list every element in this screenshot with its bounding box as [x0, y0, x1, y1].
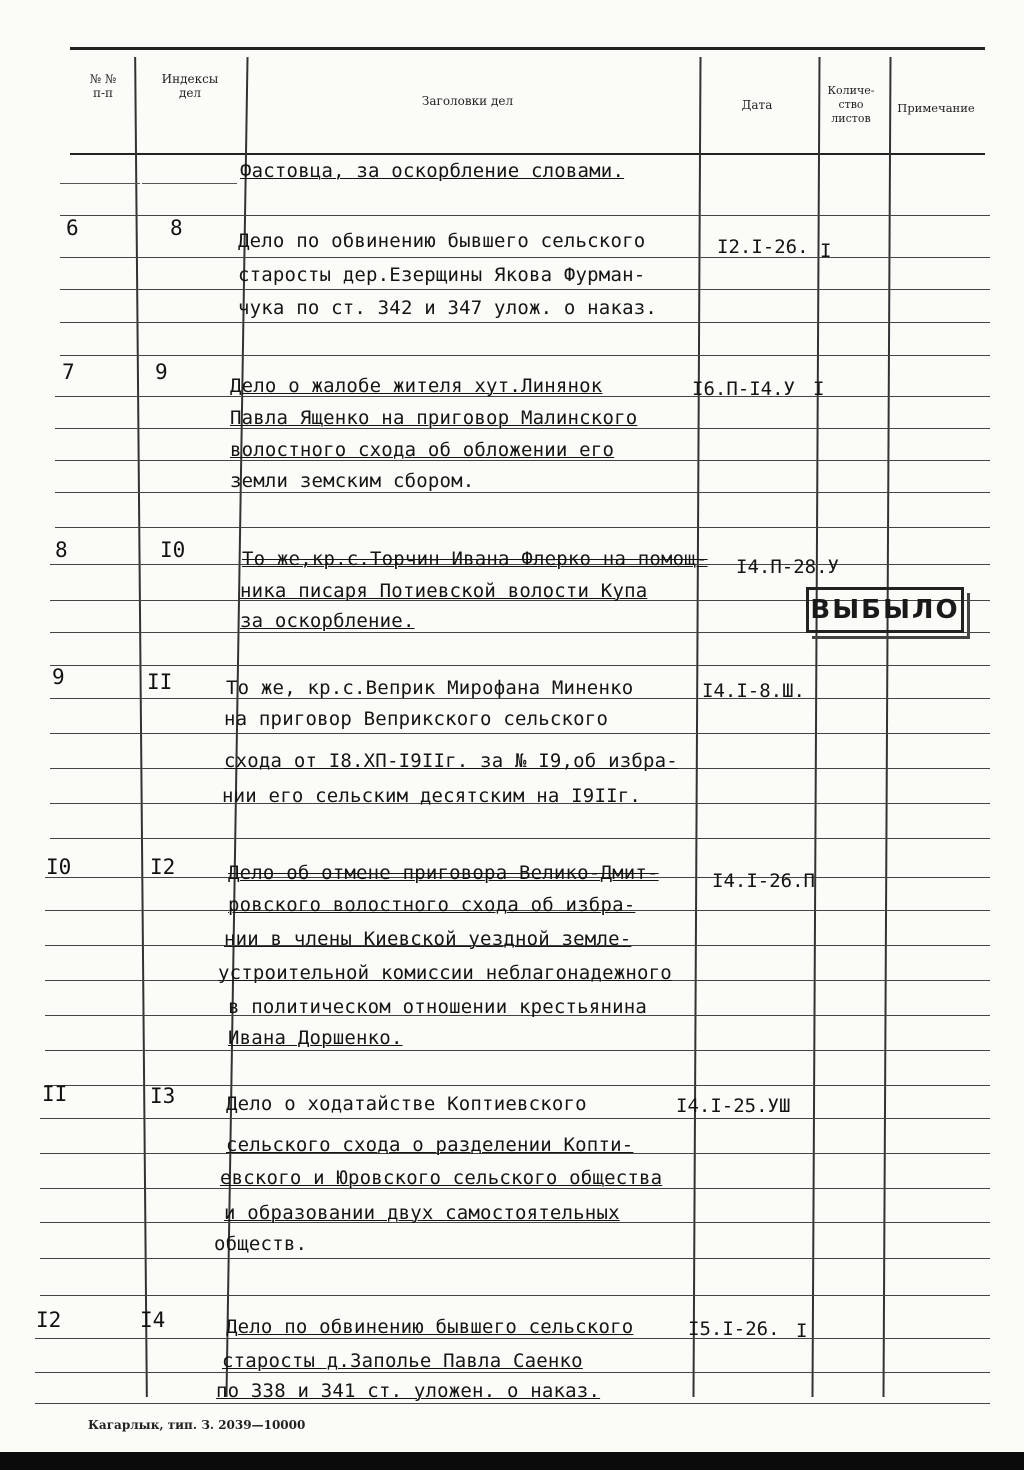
- case-date: I2.I-26.: [717, 236, 809, 258]
- case-title-line: за оскорбление.: [240, 610, 415, 632]
- header-num: № № п-п: [89, 72, 117, 100]
- ruled-line: [60, 355, 990, 356]
- case-title-line: устроительной комиссии неблагонадежного: [218, 962, 672, 984]
- case-date: I4.П-28.У: [736, 556, 839, 578]
- case-title-line: Дело о жалобе жителя хут.Линянок: [230, 375, 603, 397]
- header-index: Индексы дел: [161, 72, 219, 100]
- case-title-line: и образовании двух самостоятельных: [224, 1202, 620, 1224]
- case-title-line: на приговор Веприкского сельского: [224, 708, 609, 730]
- case-index: 9: [155, 360, 168, 384]
- vybylo-stamp: ВЫБЫЛО: [806, 587, 964, 633]
- case-title-line: волостного схода об обложении его: [230, 439, 615, 461]
- row-number: 9: [52, 665, 65, 689]
- ruled-line: [60, 257, 990, 258]
- ruled-line: [35, 1372, 990, 1373]
- row-number: 6: [66, 216, 79, 240]
- ruled-line: [60, 289, 990, 290]
- case-title-line: евского и Юровского сельского общества: [220, 1167, 663, 1189]
- case-title-line: Ивана Доршенко.: [228, 1027, 403, 1049]
- row-number: I0: [46, 855, 72, 879]
- ruled-line: [60, 183, 140, 184]
- ruled-line: [50, 838, 990, 839]
- case-title-line: Павла Ященко на приговор Малинского: [230, 407, 638, 429]
- sheet-count: I: [813, 378, 825, 400]
- ruled-line: [55, 492, 990, 493]
- column-divider: [692, 57, 701, 1397]
- case-title-line: нии в члены Киевской уездной земле-: [224, 928, 632, 950]
- case-title-line: ровского волостного схода об избра-: [228, 894, 636, 916]
- header-note: Примечание: [897, 101, 975, 115]
- case-index: I3: [150, 1084, 176, 1108]
- case-title-line: Дело об отмене приговора Велико-Дмит-: [228, 862, 659, 884]
- case-title-line: То же, кр.с.Веприк Мирофана Миненко: [226, 677, 634, 699]
- ruled-line: [60, 215, 990, 216]
- case-date: I4.I-25.УШ: [676, 1095, 791, 1117]
- case-title-line: нии его сельским десятским на I9IIг.: [222, 785, 642, 807]
- case-date: I6.П-I4.У: [692, 378, 795, 400]
- case-title-line: ника писаря Потиевской волости Купа: [240, 580, 648, 602]
- ruled-line: [50, 733, 990, 734]
- scan-edge: [0, 1452, 1024, 1470]
- case-title-line: старосты д.Заполье Павла Саенко: [222, 1350, 583, 1372]
- printer-imprint: Кагарлык, тип. З. 2039—10000: [88, 1418, 306, 1432]
- case-title-line: земли земским сбором.: [230, 470, 475, 492]
- case-title-line: чука по ст. 342 и 347 улож. о наказ.: [238, 297, 658, 319]
- ruled-line: [50, 665, 990, 666]
- case-title-line: Фастовца, за оскорбление словами.: [240, 160, 625, 182]
- ruled-line: [40, 1258, 990, 1259]
- ruled-line: [40, 1295, 990, 1296]
- case-index: I4: [140, 1308, 166, 1332]
- case-title-line: То же,кр.с.Торчин Ивана Флерко на помощ-: [242, 548, 708, 570]
- case-title-line: по 338 и 341 ст. уложен. о наказ.: [216, 1380, 601, 1402]
- row-number: 7: [62, 360, 75, 384]
- row-number: 8: [55, 538, 68, 562]
- case-title-line: Дело о ходатайстве Коптиевского: [226, 1093, 587, 1115]
- row-number: II: [42, 1082, 68, 1106]
- ruled-line: [45, 1085, 990, 1086]
- case-date: I4.I-8.Ш.: [702, 680, 805, 702]
- case-title-line: в политическом отношении крестьянина: [228, 996, 648, 1018]
- case-index: I2: [150, 855, 176, 879]
- ruled-line: [60, 322, 990, 323]
- case-title-line: сельского схода о разделении Копти-: [226, 1134, 634, 1156]
- ruled-line: [35, 1403, 990, 1404]
- header-date: Дата: [741, 98, 773, 112]
- case-title-line: Дело по обвинению бывшего сельского: [238, 230, 646, 252]
- case-title-line: старосты дер.Езерщины Якова Фурман-: [238, 264, 646, 286]
- case-index: 8: [170, 216, 183, 240]
- case-title-line: обществ.: [214, 1233, 308, 1255]
- column-divider: [134, 57, 147, 1397]
- column-divider: [882, 57, 891, 1397]
- column-divider: [811, 57, 820, 1397]
- sheet-count: I: [796, 1320, 808, 1342]
- case-title-line: схода от I8.ХП-I9IIг. за № I9,об избра-: [224, 750, 678, 772]
- header-sheets: Количе- ство листов: [827, 84, 875, 125]
- case-index: I0: [160, 538, 186, 562]
- case-date: I4.I-26.П: [712, 870, 815, 892]
- ruled-line: [142, 183, 237, 184]
- header-bottom-border: [70, 153, 985, 155]
- top-border: [70, 47, 985, 50]
- header-title: Заголовки дел: [421, 94, 514, 108]
- row-number: I2: [36, 1308, 62, 1332]
- ruled-line: [40, 1118, 990, 1119]
- case-index: II: [147, 670, 173, 694]
- ruled-line: [35, 1338, 990, 1339]
- ruled-line: [45, 1050, 990, 1051]
- case-date: I5.I-26.: [688, 1318, 780, 1340]
- case-title-line: Дело по обвинению бывшего сельского: [226, 1316, 634, 1338]
- sheet-count: I: [820, 240, 832, 262]
- ruled-line: [55, 527, 990, 528]
